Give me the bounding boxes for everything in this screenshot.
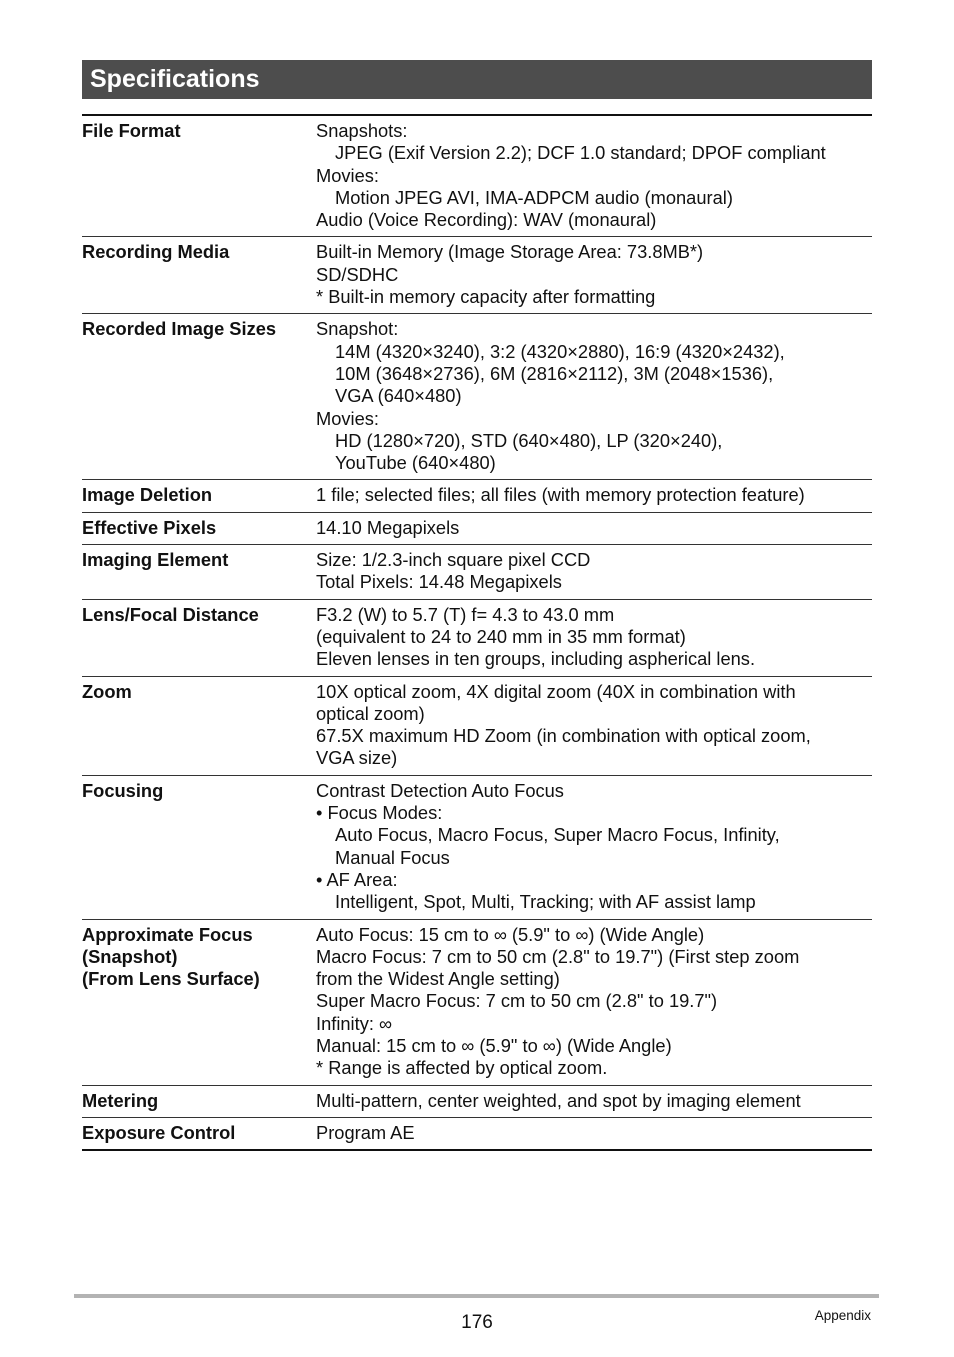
- spec-row: [82, 1085, 872, 1117]
- spec-label-line: Metering: [82, 1089, 159, 1111]
- spec-row: [82, 314, 872, 480]
- spec-value-line: Built-in Memory (Image Storage Area: 73.8MB*): [316, 241, 704, 263]
- spec-value-line: Auto Focus, Macro Focus, Super Macro Focus, Infinity,: [335, 824, 780, 846]
- spec-value: [316, 115, 872, 237]
- spec-value-line: Infinity: ∞: [316, 1012, 393, 1034]
- spec-value-line: 14M (4320×3240), 3:2 (4320×2880), 16:9 (4320×2432),: [335, 340, 785, 362]
- spec-value-line: HD (1280×720), STD (640×480), LP (320×240),: [335, 429, 723, 451]
- spec-row: [82, 545, 872, 600]
- spec-row: [82, 919, 872, 1085]
- spec-value-line: Motion JPEG AVI, IMA-ADPCM audio (monaural): [335, 186, 733, 208]
- spec-value-line: Multi-pattern, center weighted, and spot by imaging element: [316, 1089, 801, 1111]
- spec-value-line: • Focus Modes:: [316, 802, 443, 824]
- spec-value: [316, 919, 872, 1085]
- spec-value-line: 10X optical zoom, 4X digital zoom (40X in combination with: [316, 680, 796, 702]
- spec-label-line: Exposure Control: [82, 1121, 236, 1143]
- spec-row: [82, 480, 872, 512]
- spec-value: [316, 512, 872, 544]
- spec-value: [316, 599, 872, 676]
- spec-value-line: Manual: 15 cm to ∞ (5.9" to ∞) (Wide Angle): [316, 1034, 672, 1056]
- spec-value-line: Super Macro Focus: 7 cm to 50 cm (2.8" to 19.7"): [316, 990, 718, 1012]
- footer-divider: [74, 1294, 879, 1298]
- spec-label-line: Recording Media: [82, 241, 230, 263]
- specifications-table: [82, 114, 872, 1151]
- spec-value: [316, 545, 872, 600]
- page-number: 176: [461, 1312, 493, 1333]
- spec-value: [316, 314, 872, 480]
- spec-value: [316, 775, 872, 919]
- spec-label: [82, 237, 316, 314]
- spec-label-line: Recorded Image Sizes: [82, 318, 277, 340]
- spec-value-line: 67.5X maximum HD Zoom (in combination with optical zoom,: [316, 725, 811, 747]
- spec-row: [82, 237, 872, 314]
- spec-label-line: Effective Pixels: [82, 516, 217, 538]
- spec-value-line: Size: 1/2.3-inch square pixel CCD: [316, 549, 591, 571]
- spec-label-line: Approximate Focus: [82, 923, 253, 945]
- spec-value-line: SD/SDHC: [316, 263, 399, 285]
- spec-label-line: (From Lens Surface): [82, 968, 260, 990]
- spec-value-line: VGA size): [316, 747, 398, 769]
- page-title: Specifications: [90, 65, 260, 93]
- spec-value-line: Snapshot:: [316, 318, 399, 340]
- spec-value: [316, 1085, 872, 1117]
- spec-label-line: File Format: [82, 120, 181, 141]
- spec-label: [82, 545, 316, 600]
- spec-value-line: Movies:: [316, 164, 379, 186]
- spec-label: [82, 1085, 316, 1117]
- spec-value-line: 10M (3648×2736), 6M (2816×2112), 3M (2048×1536),: [335, 362, 774, 384]
- spec-label-line: Lens/Focal Distance: [82, 603, 259, 625]
- spec-label-line: Zoom: [82, 680, 132, 702]
- spec-row: [82, 115, 872, 237]
- spec-label: [82, 115, 316, 237]
- spec-value-line: Intelligent, Spot, Multi, Tracking; with AF assist lamp: [335, 891, 756, 913]
- spec-label-line: Imaging Element: [82, 549, 229, 571]
- spec-label: [82, 480, 316, 512]
- spec-value-line: • AF Area:: [316, 868, 398, 890]
- spec-row: [82, 775, 872, 919]
- spec-value-line: YouTube (640×480): [335, 452, 496, 474]
- spec-row: [82, 599, 872, 676]
- spec-value: [316, 676, 872, 775]
- spec-value-line: Movies:: [316, 407, 379, 429]
- spec-value-line: 14.10 Megapixels: [316, 516, 460, 538]
- spec-value-line: * Range is affected by optical zoom.: [316, 1057, 608, 1079]
- spec-label: [82, 919, 316, 1085]
- spec-label-line: Focusing: [82, 779, 164, 801]
- spec-value-line: Contrast Detection Auto Focus: [316, 779, 564, 801]
- spec-value-line: Total Pixels: 14.48 Megapixels: [316, 571, 562, 593]
- spec-label: [82, 676, 316, 775]
- spec-label: [82, 512, 316, 544]
- spec-label: [82, 775, 316, 919]
- spec-row: [82, 512, 872, 544]
- spec-value-line: Manual Focus: [335, 846, 450, 868]
- spec-value-line: optical zoom): [316, 702, 425, 724]
- spec-value-line: Auto Focus: 15 cm to ∞ (5.9" to ∞) (Wide Angle): [316, 923, 705, 945]
- spec-value-line: 1 file; selected files; all files (with memory protection feature): [316, 484, 805, 506]
- section-name: Appendix: [814, 1308, 871, 1323]
- spec-label: [82, 314, 316, 480]
- spec-value-line: Audio (Voice Recording): WAV (monaural): [316, 209, 657, 231]
- spec-value-line: Eleven lenses in ten groups, including aspherical lens.: [316, 648, 756, 670]
- spec-value-line: Snapshots:: [316, 120, 408, 141]
- spec-value-line: Program AE: [316, 1121, 415, 1143]
- spec-value-line: F3.2 (W) to 5.7 (T) f= 4.3 to 43.0 mm: [316, 603, 615, 625]
- specifications-table-body: [82, 115, 872, 1150]
- spec-value-line: (equivalent to 24 to 240 mm in 35 mm format): [316, 625, 686, 647]
- spec-value-line: from the Widest Angle setting): [316, 968, 560, 990]
- spec-value: [316, 480, 872, 512]
- spec-label: [82, 599, 316, 676]
- spec-value-line: JPEG (Exif Version 2.2); DCF 1.0 standard; DPOF compliant: [335, 142, 826, 164]
- spec-label-line: (Snapshot): [82, 945, 178, 967]
- spec-value: [316, 1117, 872, 1150]
- spec-label: [82, 1117, 316, 1150]
- spec-label-line: Image Deletion: [82, 484, 213, 506]
- spec-value-line: VGA (640×480): [335, 385, 462, 407]
- spec-value: [316, 237, 872, 314]
- spec-value-line: * Built-in memory capacity after formatting: [316, 286, 656, 308]
- spec-row: [82, 1117, 872, 1150]
- spec-value-line: Macro Focus: 7 cm to 50 cm (2.8" to 19.7") (First step zoom: [316, 945, 800, 967]
- section-banner: [82, 60, 872, 99]
- spec-row: [82, 676, 872, 775]
